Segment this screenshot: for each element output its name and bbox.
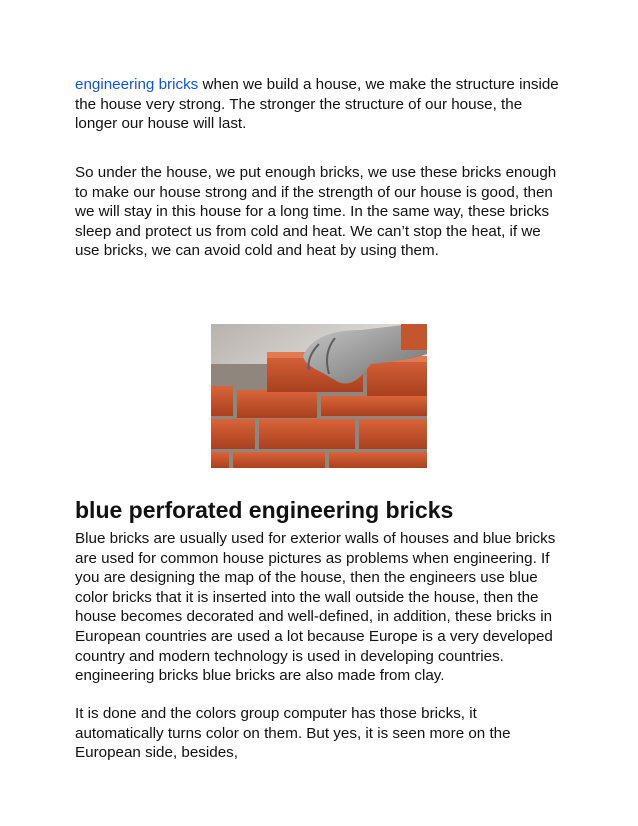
paragraph-intro-text: when we build a house, we make the structure inside the house very strong. The stronger the structure of our house, the longer our house will last. — [75, 76, 559, 133]
engineering-bricks-link[interactable]: engineering bricks — [75, 76, 199, 93]
paragraph-blue-bricks: Blue bricks are usually used for exterior walls of houses and blue bricks are used for common house pictures as problems when engineering. If you are designing the map of the house, then the engineers use blue color bricks that it is inserted into the wall outside the house, then the house becomes decorated and well-defined, in addition, these bricks in European countries are used a lot because Europe is a very developed country and modern technology is used in developing countries. engineering bricks blue bricks are also made from clay. — [75, 530, 556, 685]
paragraph-colors: It is done and the colors group computer has those bricks, it automatically turns color on them. But yes, it is seen more on the European side, besides, — [75, 705, 511, 762]
brick-laying-photo — [211, 324, 427, 468]
paragraph-intro — [75, 75, 565, 134]
section-heading: blue perforated engineering bricks — [75, 497, 454, 523]
paragraph-protection: So under the house, we put enough bricks, we use these bricks enough to make our house strong and if the strength of our house is good, then we will stay in this house for a long time. In the same way, these bricks sleep and protect us from cold and heat. We can’t stop the heat, if we use bricks, we can avoid cold and heat by using them. — [75, 164, 557, 260]
